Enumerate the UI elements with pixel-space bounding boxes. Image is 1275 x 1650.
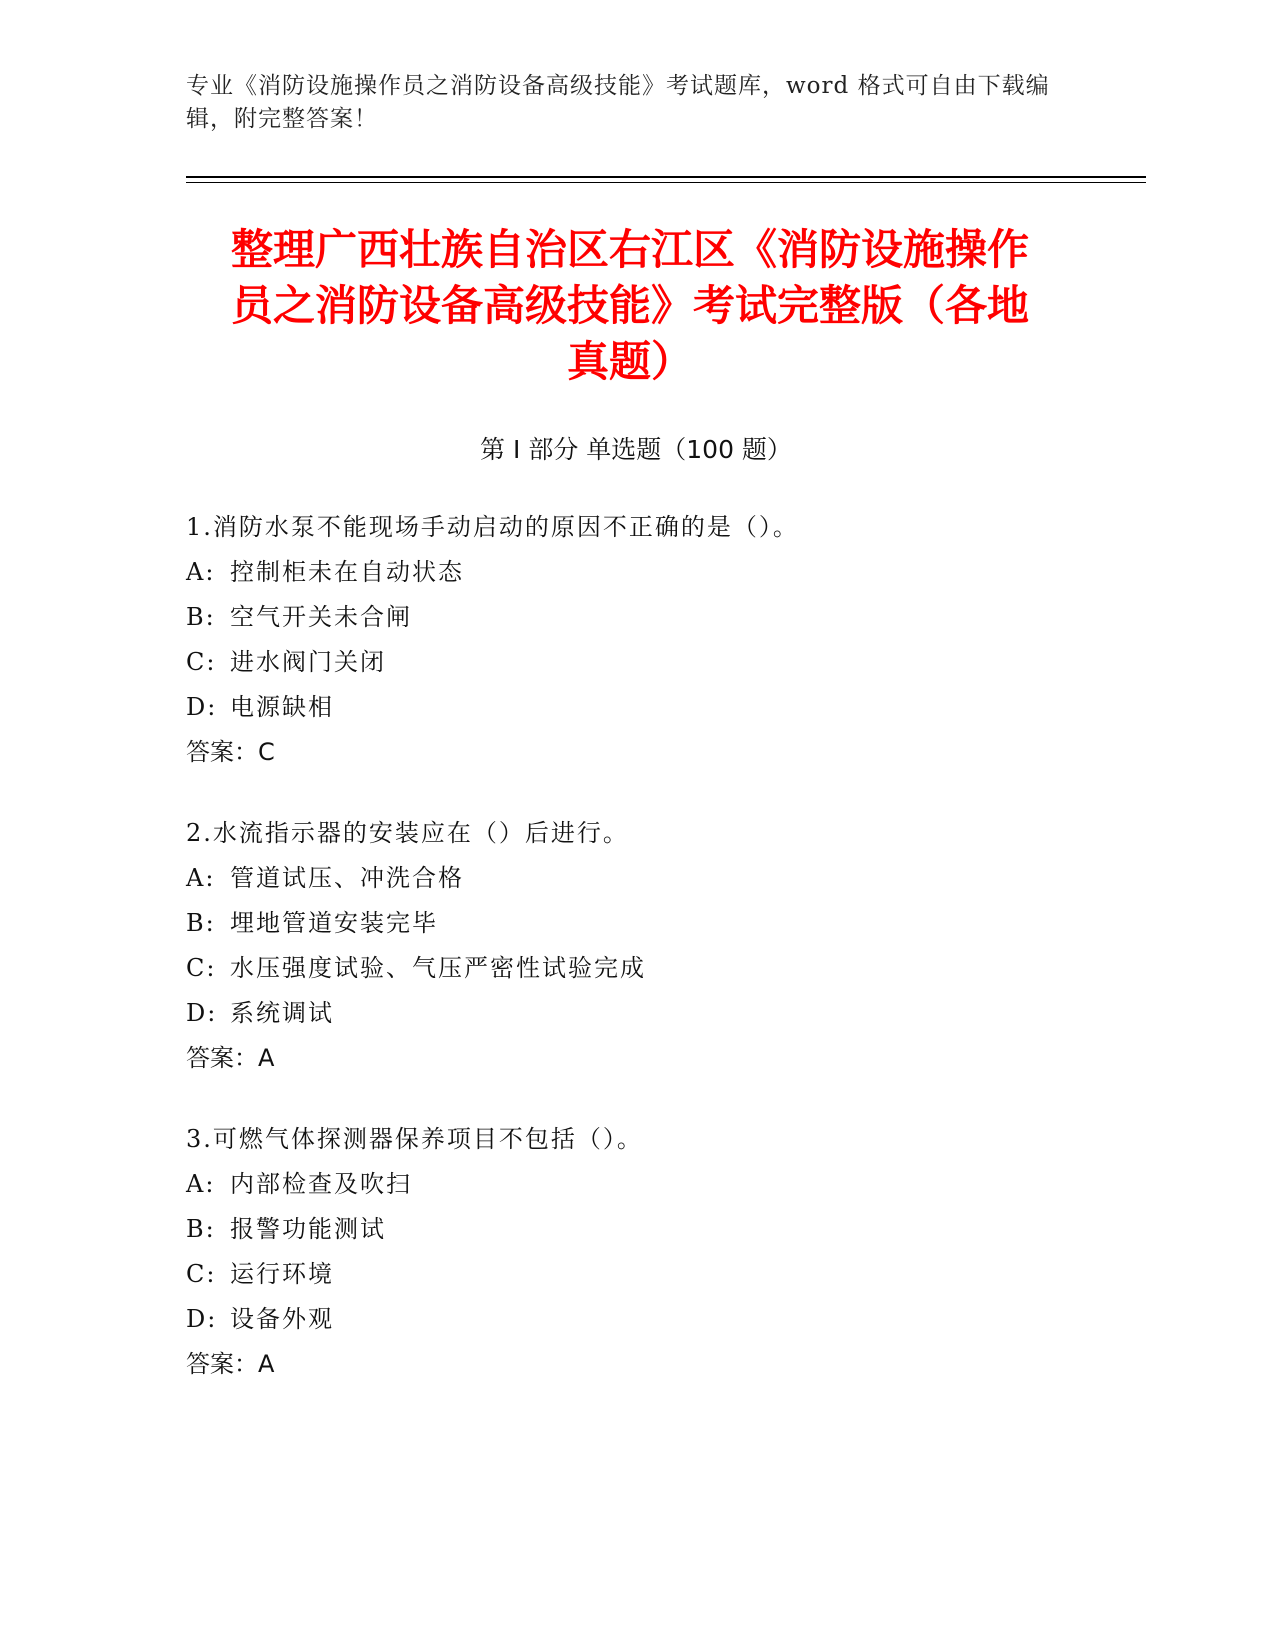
option-d xyxy=(186,991,1146,1036)
option-letter: D: xyxy=(186,999,218,1027)
header-divider-thick xyxy=(186,176,1146,178)
option-text: 进水阀门关闭 xyxy=(230,648,386,676)
document-title-line-1: 整理广西壮族自治区右江区《消防设施操作 xyxy=(230,225,1029,274)
question-text: 1.消防水泵不能现场手动启动的原因不正确的是（）。 xyxy=(186,513,799,541)
option-letter: B: xyxy=(186,603,216,631)
section-heading: 第 I 部分 单选题（100 题） xyxy=(480,435,792,464)
option-text: 空气开关未合闸 xyxy=(230,603,412,631)
question-3 xyxy=(186,1117,1146,1387)
option-b xyxy=(186,595,1146,640)
option-text: 内部检查及吹扫 xyxy=(230,1170,412,1198)
option-letter: C: xyxy=(186,648,217,676)
option-text: 水压强度试验、气压严密性试验完成 xyxy=(230,954,646,982)
option-text: 运行环境 xyxy=(230,1260,334,1288)
option-letter: A: xyxy=(186,558,216,586)
question-1 xyxy=(186,505,1146,775)
option-letter: D: xyxy=(186,1305,218,1333)
option-letter: B: xyxy=(186,1215,216,1243)
option-text: 埋地管道安装完毕 xyxy=(230,909,438,937)
option-c xyxy=(186,640,1146,685)
option-a xyxy=(186,1162,1146,1207)
option-text: 系统调试 xyxy=(230,999,334,1027)
document-title-line-2: 员之消防设备高级技能》考试完整版（各地 xyxy=(230,281,1029,330)
option-c xyxy=(186,1252,1146,1297)
answer: 答案：C xyxy=(186,738,275,766)
header-note-line-2: 辑，附完整答案！ xyxy=(186,106,378,132)
option-text: 报警功能测试 xyxy=(230,1215,386,1243)
option-letter: C: xyxy=(186,1260,217,1288)
option-c xyxy=(186,946,1146,991)
option-d xyxy=(186,685,1146,730)
question-2 xyxy=(186,811,1146,1081)
option-a xyxy=(186,856,1146,901)
document-title-line-3: 真题） xyxy=(566,337,693,386)
option-letter: A: xyxy=(186,864,216,892)
option-d xyxy=(186,1297,1146,1342)
option-text: 电源缺相 xyxy=(230,693,334,721)
option-b xyxy=(186,1207,1146,1252)
option-b xyxy=(186,901,1146,946)
option-a xyxy=(186,550,1146,595)
option-text: 设备外观 xyxy=(230,1305,334,1333)
option-text: 控制柜未在自动状态 xyxy=(230,558,464,586)
document-title xyxy=(180,222,1080,390)
answer: 答案：A xyxy=(186,1044,275,1072)
header-note xyxy=(186,70,1066,136)
question-text: 2.水流指示器的安装应在（）后进行。 xyxy=(186,819,629,847)
question-text: 3.可燃气体探测器保养项目不包括（）。 xyxy=(186,1125,643,1153)
header-divider-thin xyxy=(186,182,1146,183)
answer: 答案：A xyxy=(186,1350,275,1378)
option-letter: D: xyxy=(186,693,218,721)
header-note-line-1: 专业《消防设施操作员之消防设备高级技能》考试题库，word 格式可自由下载编 xyxy=(186,73,1050,99)
option-letter: C: xyxy=(186,954,217,982)
option-text: 管道试压、冲洗合格 xyxy=(230,864,464,892)
option-letter: B: xyxy=(186,909,216,937)
option-letter: A: xyxy=(186,1170,216,1198)
